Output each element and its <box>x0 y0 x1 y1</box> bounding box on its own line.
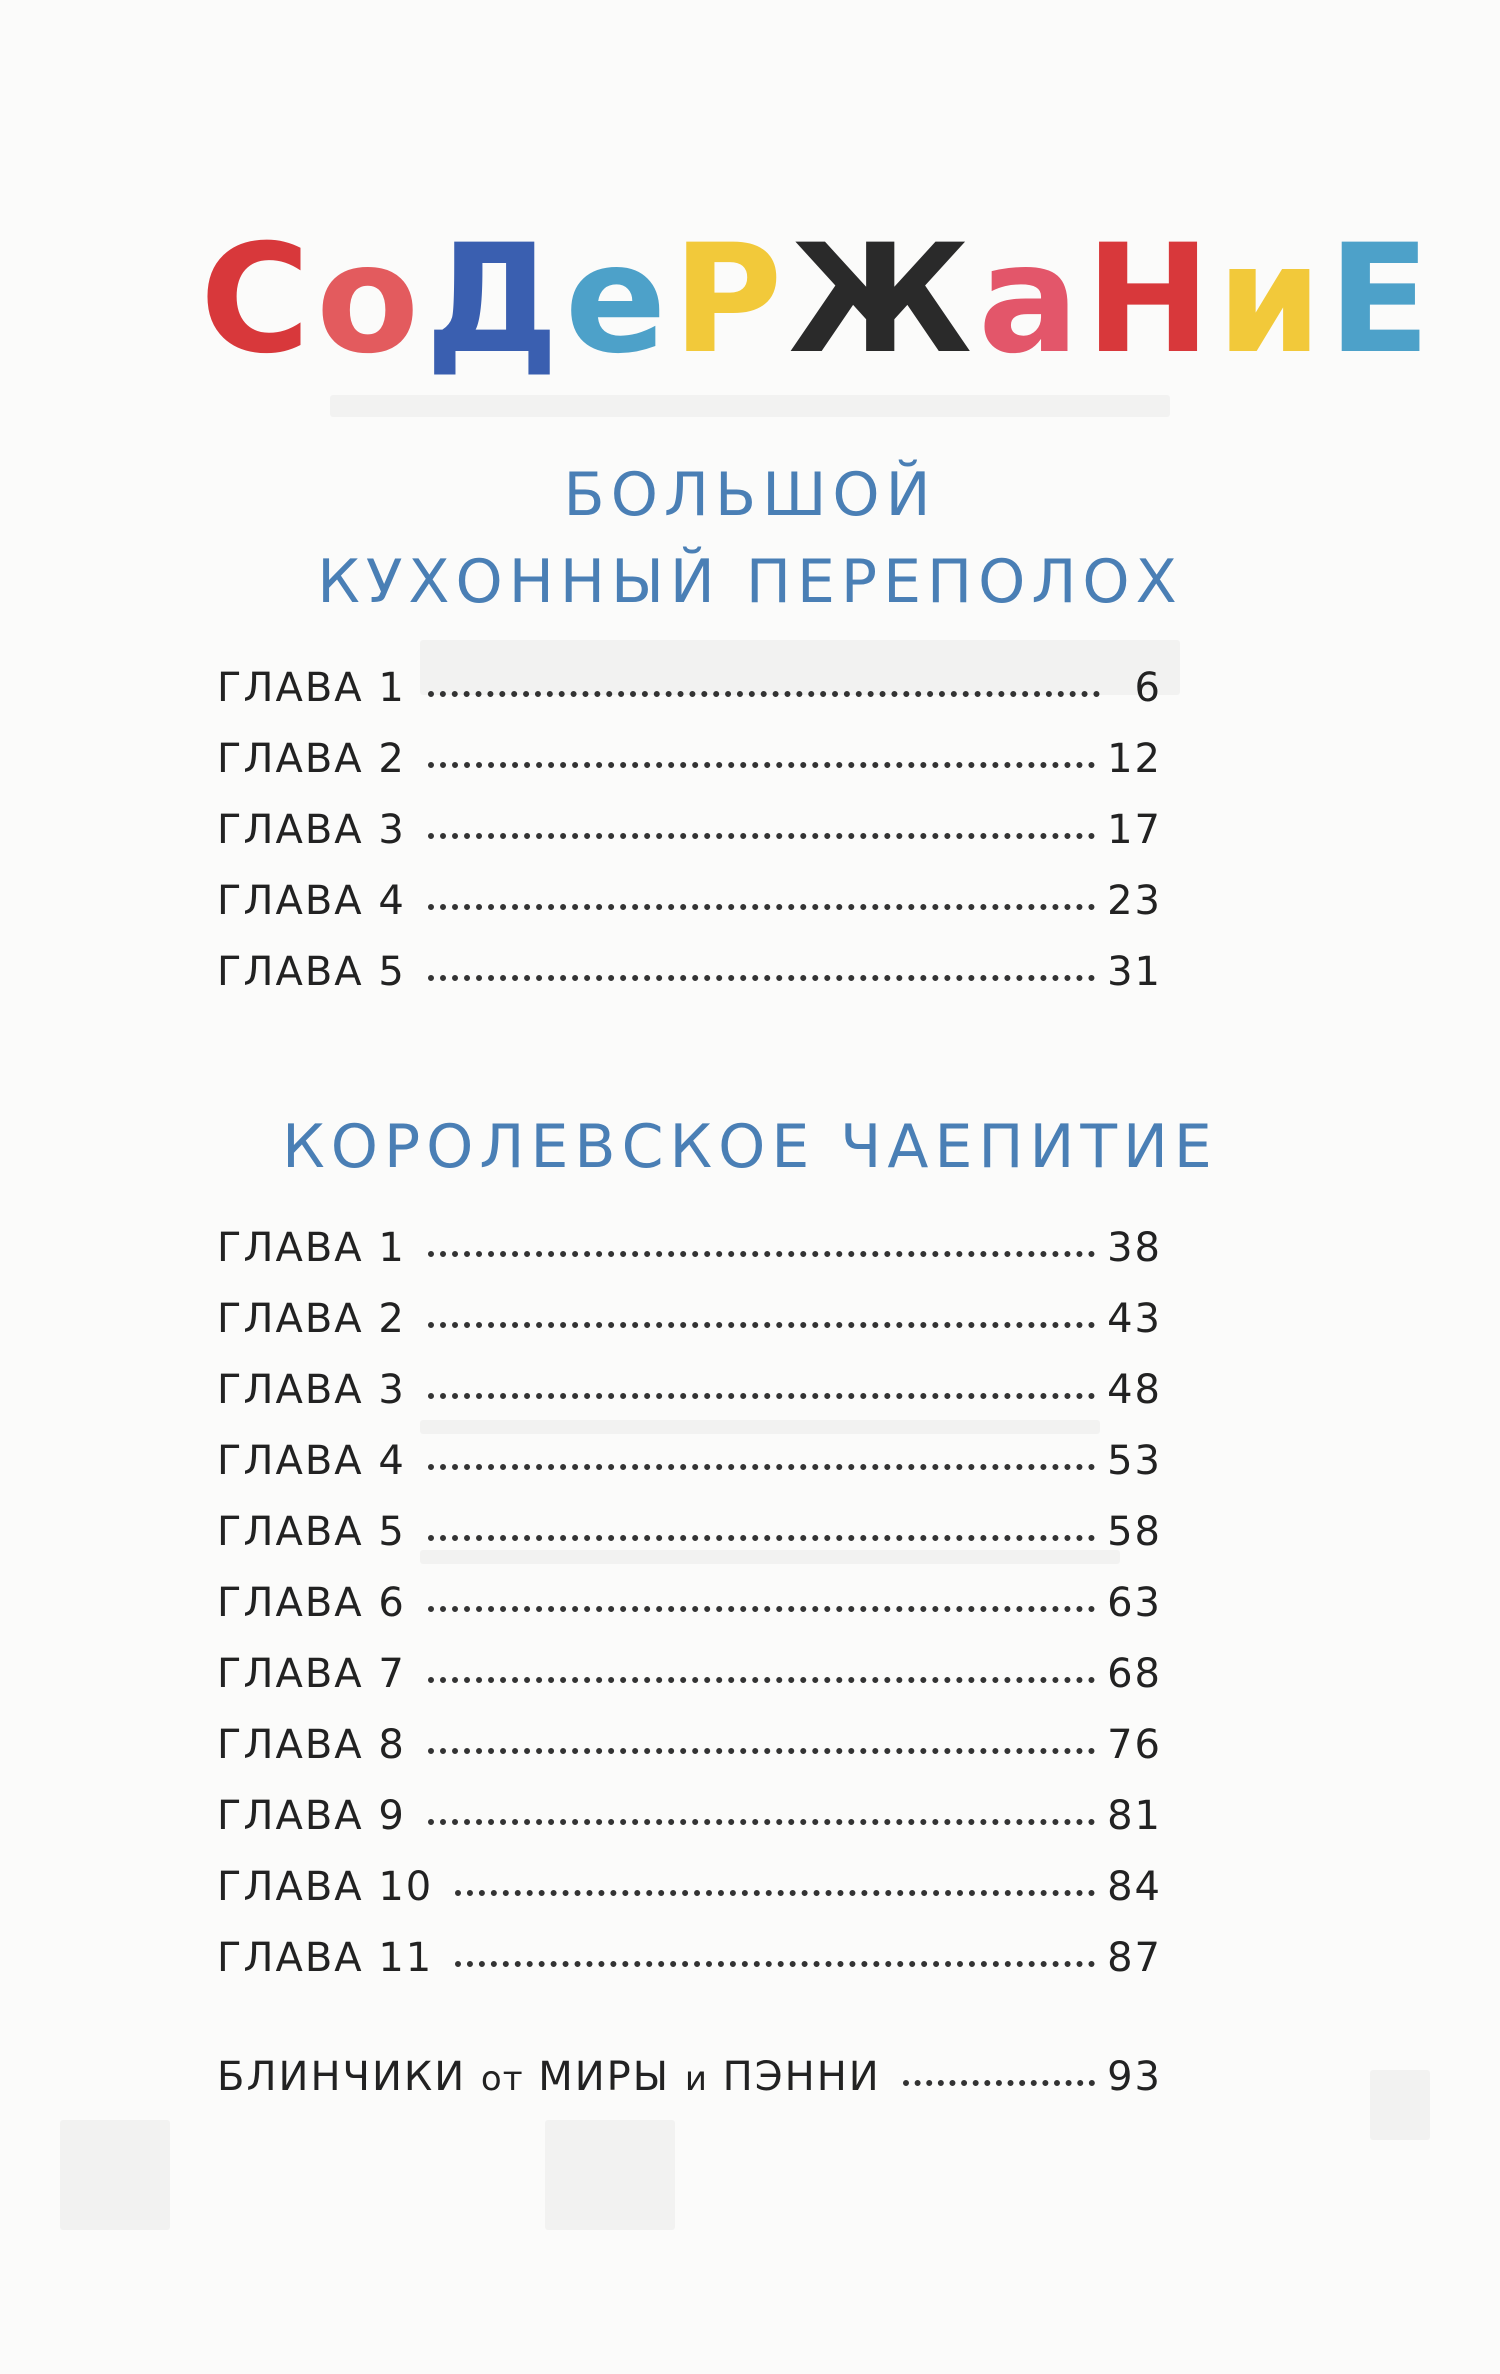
toc-page-number: 48 <box>1107 1367 1162 1413</box>
toc-entry-label <box>217 2054 881 2100</box>
dot-leader <box>428 975 1095 981</box>
toc-entry[interactable] <box>217 1580 1162 1640</box>
show-through-mark <box>330 395 1170 417</box>
toc-page-number: 63 <box>1107 1580 1162 1626</box>
title-letter: Ж <box>788 213 975 387</box>
toc-entry[interactable] <box>217 878 1162 938</box>
show-through-mark <box>545 2120 675 2230</box>
toc-page-number: 38 <box>1107 1225 1162 1271</box>
toc-chapter-label: ГЛАВА 4 <box>217 878 406 924</box>
toc-page-number: 31 <box>1107 949 1162 995</box>
toc-entry[interactable] <box>217 736 1162 796</box>
dot-leader <box>428 1748 1095 1754</box>
toc-page-number: 6 <box>1134 665 1162 711</box>
dot-leader <box>428 1464 1095 1470</box>
dot-leader <box>428 833 1095 839</box>
toc-entry[interactable] <box>217 665 1162 725</box>
dot-leader <box>428 1677 1095 1683</box>
dot-leader <box>428 762 1095 768</box>
toc-entry[interactable] <box>217 1651 1162 1711</box>
section-2-title: КОРОЛЕВСКОЕ ЧАЕПИТИЕ <box>282 1112 1218 1182</box>
toc-entry[interactable] <box>217 1509 1162 1569</box>
toc-entry[interactable] <box>217 1864 1162 1924</box>
toc-page-number: 68 <box>1107 1651 1162 1697</box>
dot-leader <box>428 1322 1095 1328</box>
toc-chapter-label: ГЛАВА 9 <box>217 1793 406 1839</box>
show-through-mark <box>1370 2070 1430 2140</box>
toc-chapter-label: ГЛАВА 6 <box>217 1580 406 1626</box>
toc-page-number: 76 <box>1107 1722 1162 1768</box>
show-through-mark <box>60 2120 170 2230</box>
title-letter: Е <box>1327 213 1433 387</box>
title-letter: С <box>200 213 313 387</box>
dot-leader <box>428 1251 1095 1257</box>
dot-leader <box>428 691 1100 697</box>
toc-page-number: 81 <box>1107 1793 1162 1839</box>
toc-page-number: 87 <box>1107 1935 1162 1981</box>
toc-chapter-label: ГЛАВА 2 <box>217 736 406 782</box>
dot-leader <box>428 1819 1095 1825</box>
toc-entry[interactable] <box>217 1722 1162 1782</box>
entry-word: МИРЫ <box>538 2054 671 2100</box>
title-letter: е <box>564 213 669 387</box>
toc-page-number: 84 <box>1107 1864 1162 1910</box>
title-letter: о <box>316 213 422 387</box>
entry-word: ПЭННИ <box>722 2054 881 2100</box>
toc-entry[interactable] <box>217 1225 1162 1285</box>
toc-entry[interactable] <box>217 1793 1162 1853</box>
toc-page-number: 17 <box>1107 807 1162 853</box>
dot-leader <box>455 1890 1095 1896</box>
entry-word: и <box>684 2059 708 2099</box>
toc-chapter-label: ГЛАВА 5 <box>217 1509 406 1555</box>
toc-chapter-label: ГЛАВА 3 <box>217 1367 406 1413</box>
toc-chapter-label: ГЛАВА 5 <box>217 949 406 995</box>
toc-chapter-label: ГЛАВА 7 <box>217 1651 406 1697</box>
toc-page-number: 43 <box>1107 1296 1162 1342</box>
toc-page-number: 93 <box>1107 2054 1162 2100</box>
toc-page-number: 12 <box>1107 736 1162 782</box>
dot-leader <box>428 1535 1095 1541</box>
toc-chapter-label: ГЛАВА 8 <box>217 1722 406 1768</box>
title-letter: Р <box>672 213 785 387</box>
toc-entry[interactable] <box>217 1935 1162 1995</box>
section-1-title-line2: КУХОННЫЙ ПЕРЕПОЛОХ <box>317 547 1183 617</box>
toc-page-number: 58 <box>1107 1509 1162 1555</box>
toc-chapter-label: ГЛАВА 4 <box>217 1438 406 1484</box>
dot-leader <box>428 1393 1095 1399</box>
dot-leader <box>428 1606 1095 1612</box>
toc-page-number: 53 <box>1107 1438 1162 1484</box>
toc-entry-pancakes[interactable] <box>217 2054 1162 2114</box>
toc-entry[interactable] <box>217 807 1162 867</box>
page-title <box>200 205 1433 387</box>
toc-chapter-label: ГЛАВА 3 <box>217 807 406 853</box>
dot-leader <box>428 904 1095 910</box>
section-1-title-line1: БОЛЬШОЙ <box>563 460 937 530</box>
toc-entry[interactable] <box>217 949 1162 1009</box>
dot-leader <box>455 1961 1095 1967</box>
toc-page-number: 23 <box>1107 878 1162 924</box>
toc-entry[interactable] <box>217 1438 1162 1498</box>
title-letter: Н <box>1085 213 1213 387</box>
toc-chapter-label: ГЛАВА 2 <box>217 1296 406 1342</box>
toc-chapter-label: ГЛАВА 10 <box>217 1864 434 1910</box>
dot-leader <box>903 2080 1095 2086</box>
toc-chapter-label: ГЛАВА 1 <box>217 665 406 711</box>
toc-chapter-label: ГЛАВА 1 <box>217 1225 406 1271</box>
toc-chapter-label: ГЛАВА 11 <box>217 1935 434 1981</box>
title-letter: а <box>978 213 1082 387</box>
entry-word: от <box>480 2059 524 2099</box>
title-letter: Д <box>425 213 561 387</box>
toc-entry[interactable] <box>217 1367 1162 1427</box>
title-letter: и <box>1216 213 1324 387</box>
entry-word: БЛИНЧИКИ <box>217 2054 467 2100</box>
toc-entry[interactable] <box>217 1296 1162 1356</box>
